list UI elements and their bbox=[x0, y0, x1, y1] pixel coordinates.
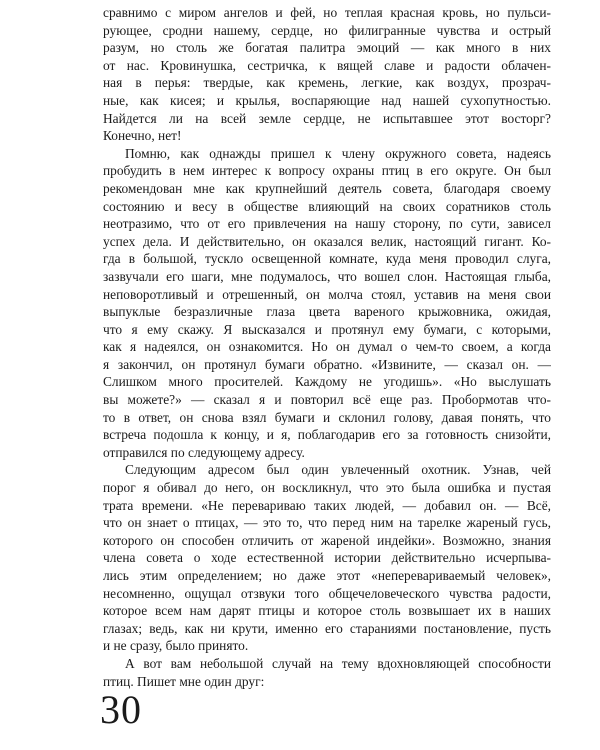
paragraph bbox=[103, 655, 551, 690]
text-line: лись этим определением; но даже этот «неперевариваемый человек», bbox=[103, 568, 551, 583]
text-line: А вот вам небольшой случай на тему вдохновляющей способности bbox=[125, 655, 551, 671]
text-line: которого он способен отличить от жареной индейки». Возможно, знания bbox=[103, 532, 551, 548]
text-line: глазах; ведь, как ни крути, именно его стараниями постановление, пусть bbox=[103, 620, 551, 636]
text-line: состоянию и весу в обществе влияющий на своих соратников столь bbox=[103, 198, 551, 214]
text-line: что он знает о птицах, — это то, что перед ним на тарелке жареный гусь, bbox=[103, 515, 551, 531]
text-line: гда в большой, тускло освещенной комнате, куда меня проводил слуга, bbox=[103, 251, 551, 267]
text-line: ная в перья: твердые, как кремень, легкие, как воздух, прозрач- bbox=[103, 75, 551, 91]
text-line: Помню, как однажды пришел к члену окружного совета, надеясь bbox=[125, 145, 551, 161]
text-line: отправился по следующему адресу. bbox=[103, 444, 305, 460]
text-line: вы можете?» — сказал я и повторил всё еще раз. Пробормотав что- bbox=[103, 392, 551, 408]
text-line: зазвучали его шаги, мне подумалось, что вошел слон. Настоящая глыба, bbox=[103, 268, 551, 284]
text-line: Слишком много просителей. Каждому не угодишь». «Но выслушать bbox=[103, 374, 551, 390]
paragraph bbox=[103, 4, 551, 145]
text-line: птиц. Пишет мне один друг: bbox=[103, 673, 265, 689]
text-line: успех дела. И действительно, он оказался велик, настоящий гигант. Ко- bbox=[103, 233, 551, 249]
text-line: Следующим адресом был один увлеченный охотник. Узнав, чей bbox=[125, 462, 551, 478]
text-line: порог я обивал до него, он воскликнул, что это была ошибка и пустая bbox=[103, 480, 551, 496]
text-line: то в ответ, он снова взял бумаги и склонил голову, давая понять, что bbox=[103, 409, 551, 425]
text-line: сравнимо с миром ангелов и фей, но теплая красная кровь, но пульси- bbox=[103, 5, 551, 20]
text-line: рующее, сродни нашему, сердце, но филигранные чувства и острый bbox=[103, 22, 551, 38]
text-line: выпуклые безразличные глаза цвета вареного крыжовника, ожидая, bbox=[103, 304, 551, 320]
text-line: и не сразу, было принято. bbox=[103, 638, 249, 654]
text-line: встреча подошла к концу, и я, поблагодарив его за готовность снизойти, bbox=[103, 427, 551, 443]
text-line: которое всем нам дарят птицы и которое столь возвышает их в наших bbox=[103, 603, 551, 619]
text-line: разум, но столь же богатая палитра эмоций — как много в них bbox=[103, 40, 551, 56]
page-number: 30 bbox=[100, 687, 142, 732]
text-line: я закончил, он протянул бумаги обратно. «Извините, — сказал он. — bbox=[103, 356, 551, 372]
text-line: неотразимо, что от его привлечения на нашу сторону, по сути, зависел bbox=[103, 216, 551, 232]
text-line: трата времени. «Не перевариваю таких людей, — добавил он. — Всё, bbox=[103, 497, 551, 513]
text-line: ные, как кисея; и крылья, воспаряющие над нашей сухопутностью. bbox=[103, 92, 551, 108]
text-line: Конечно, нет! bbox=[103, 128, 182, 144]
text-line: от нас. Кровинушка, сестричка, к вящей славе и радости облачен- bbox=[103, 57, 551, 73]
paragraph bbox=[103, 461, 551, 655]
text-line: неповоротливый и отрешенный, он молча стоял, уставив на меня свои bbox=[103, 286, 551, 302]
text-line: что я ему скажу. Я высказался и протянул ему бумаги, с которыми, bbox=[103, 321, 551, 337]
paragraph bbox=[103, 145, 551, 462]
text-line: рекомендован мне как крупнейший деятель совета, благодаря своему bbox=[103, 180, 551, 196]
text-line: Найдется ли на всей земле сердце, не испытавшее этот восторг? bbox=[103, 110, 551, 126]
text-line: как я надеялся, он ознакомится. Но он думал о чем-то своем, а когда bbox=[103, 339, 551, 355]
body-text bbox=[103, 4, 551, 690]
text-line: пробудить в нем интерес к вопросу охраны птиц в его округе. Он был bbox=[103, 163, 551, 179]
text-line: несомненно, ощущал отзвуки того общечеловеческого чувства радости, bbox=[103, 585, 551, 601]
text-line: члена совета о ходе естественной истории действительно исчерпыва- bbox=[103, 550, 551, 566]
